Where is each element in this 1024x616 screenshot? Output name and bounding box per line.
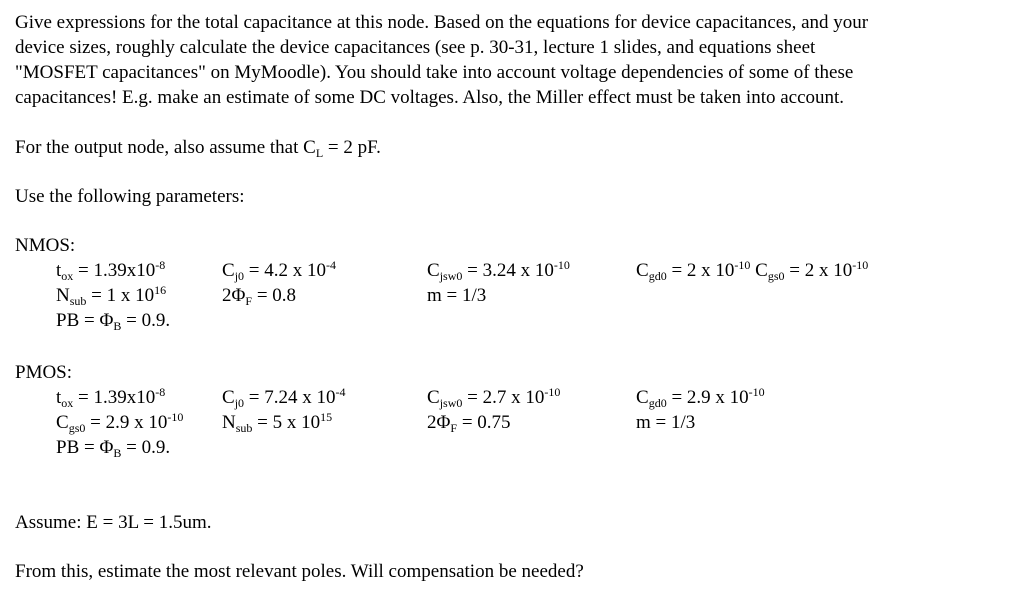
intro-line: Give expressions for the total capacitance at this node. Based on the equations for device capacitances, and your bbox=[15, 12, 869, 33]
pmos-cgd0: $C_{gd0} = 2.9$ x $10^{-10}$ bbox=[636, 385, 765, 410]
assume-line: Assume: E = 3L = 1.5um. bbox=[15, 512, 212, 533]
intro-line: device sizes, roughly calculate the device capacitances (see p. 30-31, lecture 1 slides, and equations sheet bbox=[15, 37, 816, 58]
pmos-tox: $t_{ox} = 1.39x10^{-8}$ bbox=[56, 385, 166, 410]
nmos-nsub: $N_{sub} = 1$ x $10^{16}$ bbox=[56, 283, 167, 308]
pmos-nsub: $N_{sub} = 5$ x $10^{15}$ bbox=[222, 410, 333, 435]
pmos-cgs0: $C_{gs0} = 2.9$ x $10^{-10}$ bbox=[56, 410, 184, 435]
pmos-cj0: $C_{j0} = 7.24$ x $10^{-4}$ bbox=[222, 385, 346, 410]
nmos-phif: $2\Phi_F = 0.8$ bbox=[222, 285, 297, 308]
use-params-line: Use the following parameters: bbox=[15, 186, 245, 207]
pmos-heading: PMOS: bbox=[15, 362, 73, 383]
pmos-phif: $2\Phi_F = 0.75$ bbox=[427, 412, 511, 435]
pmos-pb: PB = $\Phi_B = 0.9$. bbox=[56, 437, 171, 460]
nmos-cj0: $C_{j0} = 4.2$ x $10^{-4}$ bbox=[222, 258, 336, 283]
pmos-m: m = 1/3 bbox=[636, 412, 696, 433]
question-line: From this, estimate the most relevant poles. Will compensation be needed? bbox=[15, 561, 584, 582]
nmos-tox: $t_{ox} = 1.39x10^{-8}$ bbox=[56, 258, 166, 283]
output-node-assumption: For the output node, also assume that $C_L = 2$ pF. bbox=[15, 137, 381, 160]
nmos-m: m = 1/3 bbox=[427, 285, 487, 306]
nmos-cgd0-cgs0: $C_{gd0} = 2$ x $10^{-10}$ $C_{gs0} = 2$ x $10^{-10}$ bbox=[636, 258, 869, 283]
pmos-cjsw0: $C_{jsw0} = 2.7$ x $10^{-10}$ bbox=[427, 385, 561, 410]
nmos-cjsw0: $C_{jsw0} = 3.24$ x $10^{-10}$ bbox=[427, 258, 570, 283]
intro-line: "MOSFET capacitances" on MyMoodle). You should take into account voltage dependencies of some of these bbox=[15, 62, 854, 83]
intro-line: capacitances! E.g. make an estimate of some DC voltages. Also, the Miller effect must be taken into account. bbox=[15, 87, 845, 108]
nmos-heading: NMOS: bbox=[15, 235, 76, 256]
intro-paragraph bbox=[15, 10, 868, 110]
nmos-pb: PB = $\Phi_B = 0.9$. bbox=[56, 310, 171, 333]
